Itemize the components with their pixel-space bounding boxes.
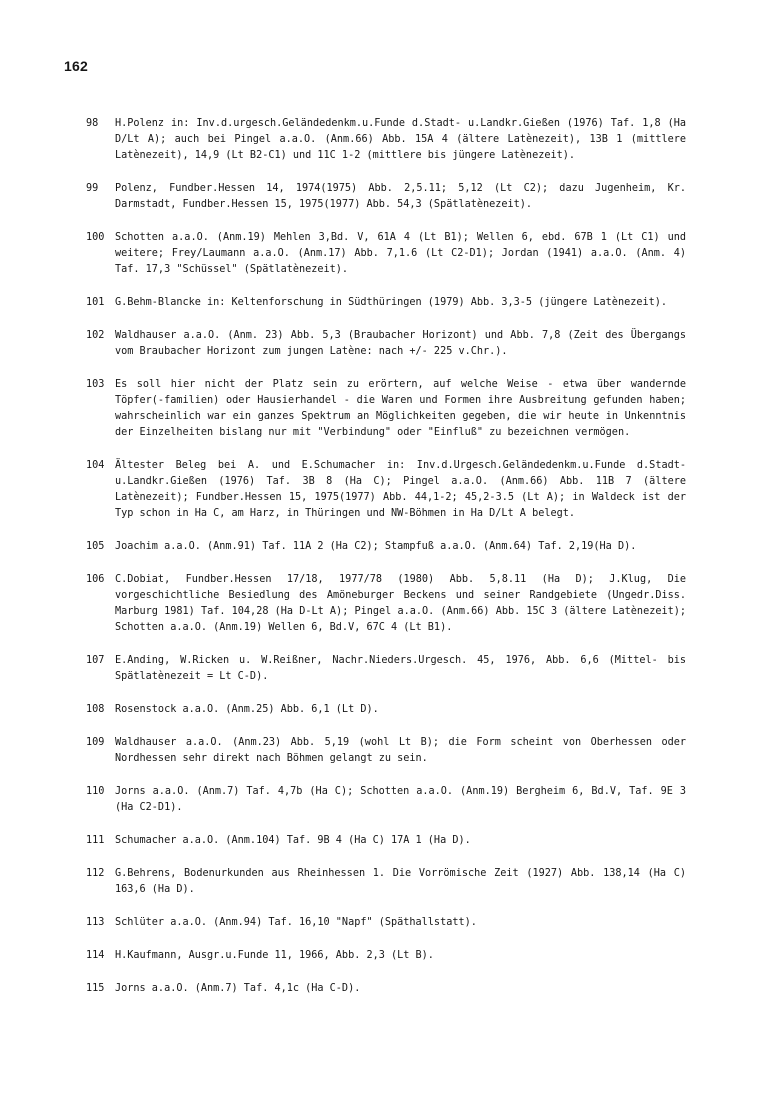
footnote-106 <box>0 572 768 636</box>
footnote-text: H.Kaufmann, Ausgr.u.Funde 11, 1966, Abb. 2,3 (Lt B). <box>115 950 434 961</box>
footnote-number: 101 <box>86 297 105 308</box>
footnote-112 <box>0 866 768 898</box>
footnote-number: 102 <box>86 330 105 341</box>
footnote-text: Jorns a.a.O. (Anm.7) Taf. 4,1c (Ha C-D). <box>115 983 361 994</box>
footnote-text: Polenz, Fundber.Hessen 14, 1974(1975) Abb. 2,5.11; 5,12 (Lt C2); dazu Jugenheim, Kr. Darmstadt, Fundber.Hessen 15, 1975(1977) Abb. 54,3 (Spätlatènezeit). <box>115 183 686 210</box>
footnote-number: 103 <box>86 379 105 390</box>
footnote-115 <box>0 981 768 997</box>
footnote-number: 111 <box>86 835 105 846</box>
footnote-100 <box>0 230 768 278</box>
footnote-101 <box>0 295 768 311</box>
footnote-number: 110 <box>86 786 105 797</box>
footnote-number: 112 <box>86 868 105 879</box>
footnote-107 <box>0 653 768 685</box>
footnote-text: G.Behm-Blancke in: Keltenforschung in Südthüringen (1979) Abb. 3,3-5 (jüngere Latènezeit). <box>115 297 668 308</box>
footnote-number: 99 <box>86 183 99 194</box>
footnote-text: C.Dobiat, Fundber.Hessen 17/18, 1977/78 (1980) Abb. 5,8.11 (Ha D); J.Klug, Die vorgeschichtliche Besiedlung des Amöneburger Beckens und seiner Randgebiete (Ungedr.Diss. Marburg 1981) Taf. 104,28 (Ha D-Lt A); Pingel a.a.O. (Anm.66) Abb. 15C 3 (ältere Latènezeit); Schotten a.a.O. (Anm.19) Wellen 6, Bd.V, 67C 4 (Lt B1). <box>115 574 686 633</box>
footnote-104 <box>0 458 768 522</box>
footnote-number: 100 <box>86 232 105 243</box>
footnote-105 <box>0 539 768 555</box>
footnote-113 <box>0 915 768 931</box>
footnote-102 <box>0 328 768 360</box>
footnote-text: Waldhauser a.a.O. (Anm.23) Abb. 5,19 (wohl Lt B); die Form scheint von Oberhessen oder Nordhessen sehr direkt nach Böhmen gelangt zu sein. <box>115 737 686 764</box>
footnote-number: 98 <box>86 118 99 129</box>
footnote-text: E.Anding, W.Ricken u. W.Reißner, Nachr.Nieders.Urgesch. 45, 1976, Abb. 6,6 (Mittel- bis Spätlatènezeit = Lt C-D). <box>115 655 686 682</box>
footnote-110 <box>0 784 768 816</box>
footnote-number: 104 <box>86 460 105 471</box>
footnote-number: 108 <box>86 704 105 715</box>
page-number: 162 <box>64 58 88 74</box>
footnote-text: Schumacher a.a.O. (Anm.104) Taf. 9B 4 (Ha C) 17A 1 (Ha D). <box>115 835 471 846</box>
footnote-number: 105 <box>86 541 105 552</box>
footnote-number: 107 <box>86 655 105 666</box>
footnote-number: 106 <box>86 574 105 585</box>
footnote-114 <box>0 948 768 964</box>
footnote-text: Es soll hier nicht der Platz sein zu erörtern, auf welche Weise - etwa über wandernde Töpfer(-familien) oder Hausierhandel - die Waren und Formen ihre Ausbreitung gefunden haben; wahrscheinlich war ein ganzes Spektrum an Möglichkeiten gegeben, die wir heute in Unkenntnis der Einzelheiten bislang nur mit "Verbindung" oder "Einfluß" zu bezeichnen vermögen. <box>115 379 686 438</box>
footnote-number: 114 <box>86 950 105 961</box>
footnote-text: Rosenstock a.a.O. (Anm.25) Abb. 6,1 (Lt D). <box>115 704 379 715</box>
footnote-number: 109 <box>86 737 105 748</box>
footnote-text: Schotten a.a.O. (Anm.19) Mehlen 3,Bd. V, 61A 4 (Lt B1); Wellen 6, ebd. 67B 1 (Lt C1) und weitere; Frey/Laumann a.a.O. (Anm.17) Abb. 7,1.6 (Lt C2-D1); Jordan (1941) a.a.O. (Anm. 4) Taf. 17,3 "Schüssel" (Spätlatènezeit). <box>115 232 686 275</box>
footnote-text: Schlüter a.a.O. (Anm.94) Taf. 16,10 "Napf" (Späthallstatt). <box>115 917 477 928</box>
footnote-list <box>0 116 768 1014</box>
footnote-99 <box>0 181 768 213</box>
footnote-number: 115 <box>86 983 105 994</box>
footnote-109 <box>0 735 768 767</box>
footnote-text: Jorns a.a.O. (Anm.7) Taf. 4,7b (Ha C); Schotten a.a.O. (Anm.19) Bergheim 6, Bd.V, Taf. 9E 3 (Ha C2-D1). <box>115 786 686 813</box>
footnote-103 <box>0 377 768 441</box>
footnote-text: H.Polenz in: Inv.d.urgesch.Geländedenkm.u.Funde d.Stadt- u.Landkr.Gießen (1976) Taf. 1,8 (Ha D/Lt A); auch bei Pingel a.a.O. (Anm.66) Abb. 15A 4 (ältere Latènezeit), 13B 1 (mittlere Latènezeit), 14,9 (Lt B2-C1) und 11C 1-2 (mittlere bis jüngere Latènezeit). <box>115 118 686 161</box>
footnote-98 <box>0 116 768 164</box>
footnote-108 <box>0 702 768 718</box>
footnote-text: G.Behrens, Bodenurkunden aus Rheinhessen 1. Die Vorrömische Zeit (1927) Abb. 138,14 (Ha C) 163,6 (Ha D). <box>115 868 686 895</box>
footnote-111 <box>0 833 768 849</box>
footnote-text: Joachim a.a.O. (Anm.91) Taf. 11A 2 (Ha C2); Stampfuß a.a.O. (Anm.64) Taf. 2,19(Ha D). <box>115 541 637 552</box>
footnote-text: Waldhauser a.a.O. (Anm. 23) Abb. 5,3 (Braubacher Horizont) und Abb. 7,8 (Zeit des Übergangs vom Braubacher Horizont zum jungen Latène: nach +/- 225 v.Chr.). <box>115 330 686 357</box>
footnote-text: Ältester Beleg bei A. und E.Schumacher in: Inv.d.Urgesch.Geländedenkm.u.Funde d.Stadt-u.Landkr.Gießen (1976) Taf. 3B 8 (Ha C); Pingel a.a.O. (Anm.66) Abb. 11B 7 (ältere Latènezeit); Fundber.Hessen 15, 1975(1977) Abb. 44,1-2; 45,2-3.5 (Lt A); in Waldeck ist der Typ schon in Ha C, am Harz, in Thüringen und NW-Böhmen in Ha D/Lt A belegt. <box>115 460 686 519</box>
footnote-number: 113 <box>86 917 105 928</box>
